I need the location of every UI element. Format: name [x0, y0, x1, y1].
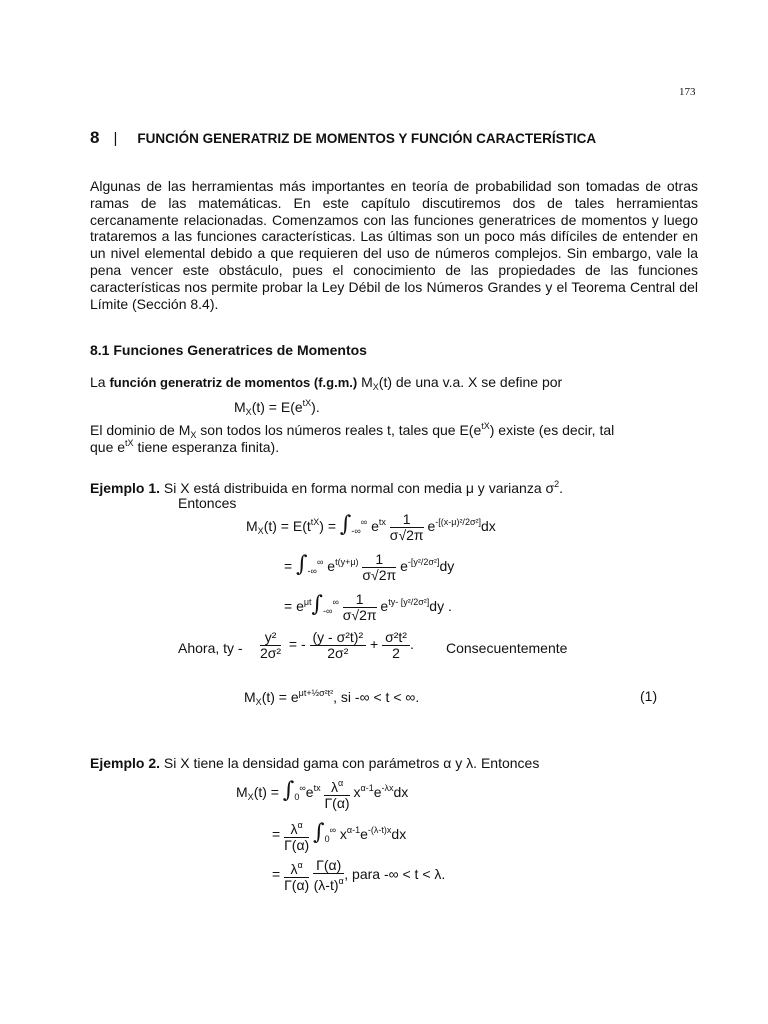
- definition-term: función generatriz de momentos (f.g.m.): [109, 375, 358, 390]
- example1-text: Si X está distribuida en forma normal con media μ y varianza σ: [160, 480, 555, 496]
- domain-text-e: tiene esperanza finita).: [133, 439, 280, 455]
- example1-label: Ejemplo 1.: [90, 480, 161, 496]
- definition-suffix: (t) de una v.a. X se define por: [378, 374, 563, 390]
- example1-sup: 2: [554, 479, 560, 489]
- intro-paragraph: Algunas de las herramientas más importantes en teoría de probabilidad son tomadas de otras ramas de las matemáticas. En este capítulo discutiremos dos de tales herramientas cercanamente relacionadas. Comenzamos con las funciones generatrices de momentos y luego trataremos a las funciones características. Las últimas son un poco más difíciles de entender en un nivel elemental debido a que requieren del uso de números complejos. Sin embargo, vale la pena vencer este obstáculo, pues el conocimiento de las propiedades de las funciones características nos permite probar la Ley Débil de los Números Grandes y el Teorema Central del Límite (Sección 8.4).: [90, 178, 698, 312]
- equation-number: (1): [640, 688, 658, 704]
- example1-consequently: Consecuentemente: [446, 640, 568, 656]
- example2-line: [90, 755, 539, 771]
- domain-sub-x: X: [190, 430, 197, 440]
- domain-text-b: son todos los números reales t, tales que E(e: [196, 422, 482, 438]
- definition-line: [90, 374, 562, 392]
- eq-m: M: [234, 399, 246, 415]
- eq-sup-tx: tX: [302, 398, 312, 408]
- domain-text-c: ) existe (es decir, tal: [489, 422, 615, 438]
- section-heading: 8.1 Funciones Generatrices de Momentos: [90, 342, 367, 358]
- definition-mx: M: [357, 374, 373, 390]
- example1-formula-3: = $e^{\mu t}\int_{-\infty}^\infty$ $\frac{1}{\sigma√2\pi}$ $e^{ty- [y^2/2\sigma^2]}dy$ .: [284, 591, 452, 623]
- example2-formula-1: $M_X(t) = \int_0^\infty e^{tx}$ $\frac{\lambda^\alpha}{\Gamma(\alpha)}$ $x^{\alpha-1}e^{-\lambda x}dx$: [236, 778, 409, 811]
- example2-label: Ejemplo 2.: [90, 755, 161, 771]
- example2-para: , para -∞ < t < λ.: [344, 866, 446, 883]
- subscript-x: X: [372, 382, 379, 392]
- chapter-title: FUNCIÓN GENERATRIZ DE MOMENTOS Y FUNCIÓN CARACTERÍSTICA: [137, 131, 597, 146]
- eq-mid: (t) = E(e: [251, 399, 303, 415]
- domain-line-2: [90, 438, 279, 455]
- eq-end: ).: [311, 399, 320, 415]
- eq-sub-x: X: [245, 407, 252, 417]
- example1-result-tail: , si -∞ < t < ∞.: [333, 689, 420, 705]
- example1-formula-4: $\frac{\text{y²}}{\text{2σ²}}$ = - $\frac{\text{(y - σ²t)²}}{\text{2σ²}}$ + $\frac{\text{σ²t²}}{2}$ .: [260, 629, 414, 661]
- example1-formula-2: = $\int_{-\infty}^\infty$ $e^{t(y+\mu)}$ $\frac{1}{\sigma√2\pi}$ $e^{-[y^2/2\sigma^2]}dy$: [284, 551, 455, 583]
- example1-result: $M_X(t) = e^{\mu t+\frac{1}{2}\sigma^2t^2}$, si -∞ < t < ∞.: [244, 688, 420, 707]
- domain-text-d: que e: [90, 439, 126, 455]
- chapter-heading: [90, 128, 596, 148]
- example2-formula-2: = $\frac{\lambda^\alpha}{\Gamma(\alpha)}$ $\int_0^\infty$ $x^{\alpha-1}e^{-(\lambda-t)x}dx$: [272, 820, 407, 853]
- example1-end: .: [559, 480, 564, 496]
- domain-sup-tx: tX: [481, 421, 490, 431]
- definition-equation: [234, 398, 320, 417]
- domain-sup-tx-2: tX: [125, 438, 134, 448]
- page-number: 173: [679, 86, 696, 98]
- example1-now: Ahora, ty -: [178, 640, 243, 656]
- example2-text: Si X tiene la densidad gama con parámetros α y λ. Entonces: [160, 755, 540, 771]
- chapter-separator: |: [113, 130, 118, 147]
- domain-text-a: El dominio de M: [90, 422, 191, 438]
- definition-prefix: La: [90, 374, 110, 390]
- example1-then: Entonces: [178, 495, 237, 511]
- example1-line: [90, 479, 563, 496]
- example1-formula-1: $M_X(t) = E(t^{tX}) = \int_{-\infty}^\infty$ $e^{tx}$ $\frac{1}{\sigma√2\pi}$ $e^{-[(x-\mu)^2/2\sigma^2]}dx$: [246, 511, 496, 543]
- chapter-number: 8: [90, 128, 100, 147]
- example2-formula-3: = $\frac{\lambda^\alpha}{\Gamma(\alpha)}$ $\frac{\Gamma(\alpha)}{(\lambda-t)^\alpha}$ , para -∞ < t < λ.: [272, 857, 446, 893]
